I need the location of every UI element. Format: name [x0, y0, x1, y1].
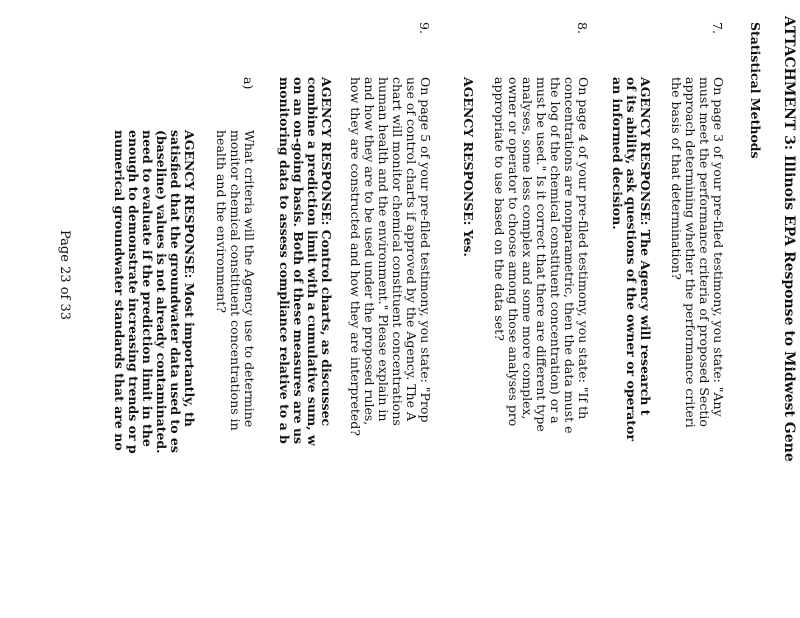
- question-9a-response-line-2: satisfied that the groundwater data used to es: [168, 130, 183, 453]
- question-7-response-line-2: of its ability, ask questions of the owner or operator: [624, 77, 639, 441]
- question-8-line-4: must be used." Is it correct that there are different type: [534, 77, 549, 432]
- question-7-response-line-1: AGENCY RESPONSE: The Agency will research t: [638, 77, 653, 416]
- question-9-line-4: human health and the environment." Please explain in: [376, 77, 391, 422]
- question-9a-line-2: monitor chemical constituent concentrations in: [228, 130, 243, 431]
- question-9a-line-3: health and the environment?: [214, 130, 229, 313]
- question-9-line-6: how they are constructed and how they are interpreted?: [348, 77, 363, 436]
- question-9-line-1: On page 5 of your pre-filed testimony, you state: "Prop: [418, 77, 433, 423]
- question-8-line-3: the log of the chemical constituent concentration) or a: [548, 77, 563, 424]
- question-9a-response-line-4: need to evaluate if the prediction limit in the: [140, 130, 155, 447]
- question-8-number: 8.: [575, 22, 590, 34]
- question-9-line-5: and how they are to be used under the proposed rules,: [362, 77, 377, 426]
- question-9-response-line-4: monitoring data to assess compliance relative to a b: [277, 77, 292, 444]
- question-9-line-3: chart will monitor chemical constituent concentrations: [390, 77, 405, 426]
- question-9-response-line-1: AGENCY RESPONSE: Control charts, as discussec: [319, 77, 334, 427]
- question-8-line-6: owner or operator to choose among those analyses pro: [506, 77, 521, 427]
- question-7-number: 7.: [710, 22, 725, 34]
- page-number: Page 23 of 33: [57, 230, 72, 321]
- question-7-line-1: On page 3 of your pre-filed testimony, you state: "Any: [711, 77, 726, 417]
- question-8-response: AGENCY RESPONSE: Yes.: [461, 77, 476, 257]
- question-9a-label: a): [241, 77, 256, 90]
- question-8-line-7: appropriate to use based on the data set?: [492, 77, 507, 341]
- question-9a-response-line-5: enough to demonstrate increasing trends or p: [126, 130, 141, 454]
- question-9-number: 9.: [417, 22, 432, 34]
- question-7-line-2: must meet the performance criteria of proposed Sectio: [697, 77, 712, 427]
- question-9-response-line-2: combine a prediction limit with a cumulative sum, w: [305, 77, 320, 446]
- question-9a-response-line-1: AGENCY RESPONSE: Most importantly, th: [182, 130, 197, 427]
- question-9a-response-line-3: (baseline) values is not already contaminated.: [154, 130, 169, 454]
- question-8-line-1: On page 4 of your pre-filed testimony, you state: "If th: [576, 77, 591, 420]
- question-9-response-line-3: on an on-going basis. Both of these measures are us: [291, 77, 306, 445]
- question-9-line-2: use of control charts if approved by the Agency. The A: [404, 77, 419, 422]
- question-8-line-2: concentrations are nonparametric, then the data must e: [562, 77, 577, 434]
- question-9a-response-line-6: numerical groundwater standards that are no: [112, 130, 127, 451]
- document-title: ATTACHMENT 3: Illinois EPA Response to Midwest Gene: [781, 16, 797, 462]
- section-heading: Statistical Methods: [748, 22, 763, 159]
- question-8-line-5: analyses, some less complex and some more complex,: [520, 77, 535, 420]
- question-9a-line-1: What criteria will the Agency use to determine: [242, 130, 257, 428]
- question-7-response-line-3: an informed decision.: [610, 77, 625, 230]
- question-7-line-4: the basis of that determination?: [669, 77, 684, 280]
- question-7-line-3: approach determining whether the performance criteri: [683, 77, 698, 428]
